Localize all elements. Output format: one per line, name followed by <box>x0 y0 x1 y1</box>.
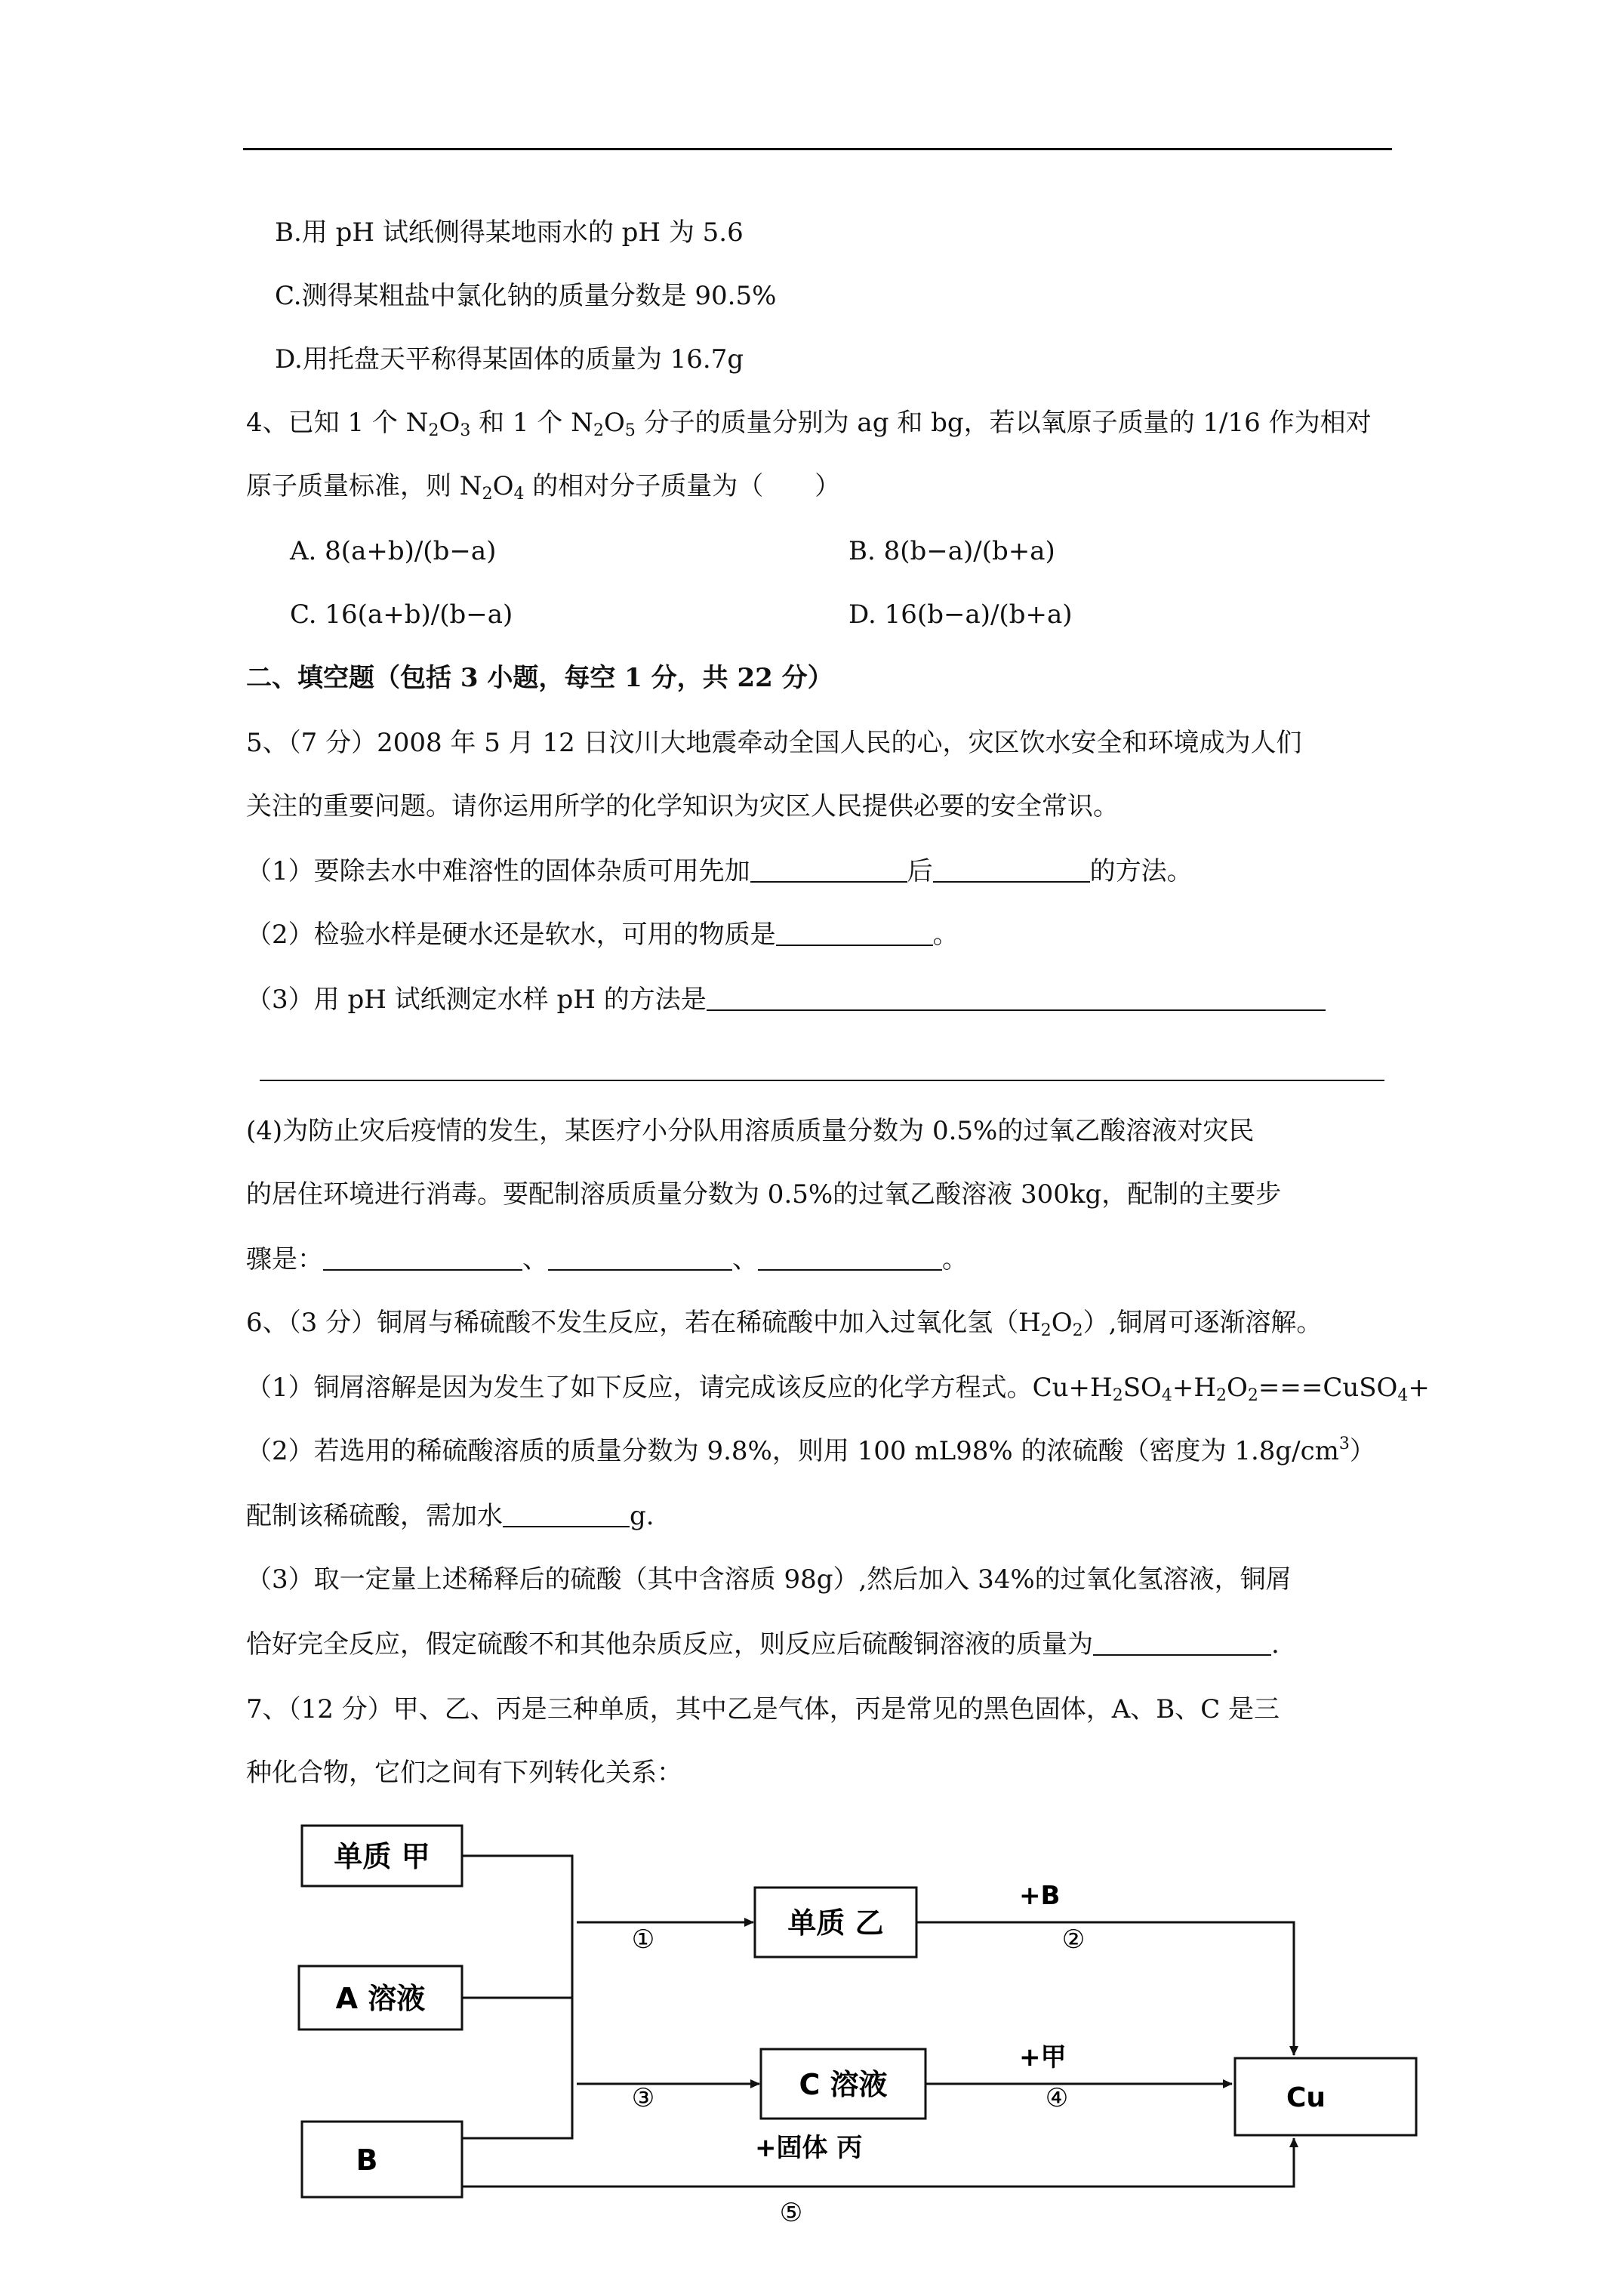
q3-option-d: D.用托盘天平称得某固体的质量为 16.7g <box>275 344 744 374</box>
header-rule <box>243 148 1392 150</box>
q6-part1: （1）铜屑溶解是因为发生了如下反应，请完成该反应的化学方程式。$Cu+H_2SO_4+H_2O_2===CuSO_4+$ <box>246 1373 1430 1405</box>
svg-text:单质 乙: 单质 乙 <box>787 1906 884 1940</box>
svg-text:单质 甲: 单质 甲 <box>334 1840 430 1873</box>
q6-stem: 6、（3 分）铜屑与稀硫酸不发生反应，若在稀硫酸中加入过氧化氢$(H_2O_2)$,铜屑可逐渐溶解。 <box>246 1308 1323 1340</box>
q3-option-c: C.测得某粗盐中氯化钠的质量分数是 90.5% <box>275 281 777 311</box>
svg-text:Cu: Cu <box>1286 2082 1326 2113</box>
q4-option-d: D. 16(b−a)/(b+a) <box>848 599 1073 630</box>
step-3-marker: ③ <box>631 2083 655 2113</box>
q3-option-b: B.用 pH 试纸侧得某地雨水的 pH 为 5.6 <box>275 217 744 248</box>
answer-blank[interactable] <box>707 984 1326 1011</box>
step-4-marker: ④ <box>1045 2083 1069 2113</box>
box-element-jia <box>302 1826 462 1886</box>
q4-option-a: A. 8(a+b)/(b−a) <box>290 536 497 566</box>
svg-text:C 溶液: C 溶液 <box>799 2068 888 2101</box>
q4-option-c: C. 16(a+b)/(b−a) <box>290 599 513 630</box>
label-plus-jia: +甲 <box>1019 2042 1067 2073</box>
step-1-marker: ① <box>631 1925 655 1955</box>
box-solution-a <box>299 1966 462 2029</box>
q4-stem-line2: 原子质量标准，则 $N_2O_4$ 的相对分子质量为（ ） <box>246 471 841 504</box>
q4-stem-line1: 4、已知 1 个 $N_2O_3$ 和 1 个 $N_2O_5$ 分子的质量分别为 ag 和 bg，若以氧原子质量的 1/16 作为相对 <box>246 408 1372 440</box>
q5-part4-line2: 的居住环境进行消毒。要配制溶质质量分数为 0.5%的过氧乙酸溶液 300kg，配制的主要步 <box>246 1179 1282 1210</box>
answer-blank[interactable] <box>503 1500 630 1527</box>
box-element-yi <box>755 1888 916 1957</box>
q7-stem-line1: 7、（12 分）甲、乙、丙是三种单质，其中乙是气体，丙是常见的黑色固体，A、B、C 是三 <box>246 1694 1280 1724</box>
answer-blank[interactable] <box>933 855 1090 883</box>
q5-part4-line3: 骤是： 、 、 。 <box>246 1244 968 1274</box>
label-plus-b: +B <box>1019 1881 1061 1911</box>
q6-part3-line1: （3）取一定量上述稀释后的硫酸（其中含溶质 98g）,然后加入 34%的过氧化氢溶液，铜屑 <box>246 1564 1292 1595</box>
svg-text:A 溶液: A 溶液 <box>335 1982 426 2015</box>
step-2-marker: ② <box>1061 1925 1086 1955</box>
q7-stem-line2: 种化合物，它们之间有下列转化关系： <box>246 1758 682 1788</box>
section-heading: 二、填空题（包括 3 小题，每空 1 分，共 22 分） <box>246 663 833 693</box>
answer-blank[interactable] <box>776 919 933 946</box>
box-solution-c <box>761 2049 925 2119</box>
q5-part3: （3）用 pH 试纸测定水样 pH 的方法是 <box>246 982 1326 1018</box>
svg-text:B: B <box>356 2143 378 2177</box>
conversion-diagram <box>287 1804 1434 2235</box>
box-compound-b <box>302 2122 462 2197</box>
answer-blank[interactable] <box>750 855 907 883</box>
q6-part3-line2: 恰好完全反应，假定硫酸不和其他杂质反应，则反应后硫酸铜溶液的质量为 . <box>246 1629 1280 1660</box>
q5-stem-line1: 5、（7 分）2008 年 5 月 12 日汶川大地震牵动全国人民的心，灾区饮水安全和环境成为人们 <box>246 728 1302 758</box>
answer-blank[interactable] <box>323 1244 522 1271</box>
q5-part4-line1: (4)为防止灾后疫情的发生，某医疗小分队用溶质质量分数为 0.5%的过氧乙酸溶液对灾民 <box>246 1116 1255 1146</box>
q6-part2-line2: 配制该稀硫酸，需加水 g. <box>246 1501 654 1531</box>
answer-blank[interactable] <box>1093 1629 1271 1656</box>
answer-blank-line[interactable] <box>260 1080 1384 1081</box>
q5-stem-line2: 关注的重要问题。请你运用所学的化学知识为灾区人民提供必要的安全常识。 <box>246 791 1119 821</box>
box-copper <box>1235 2058 1416 2135</box>
q6-part2-line1: （2）若选用的稀硫酸溶质的质量分数为 9.8%，则用 100 mL98% 的浓硫酸（密度为 $1.8g/cm^3$） <box>246 1435 1375 1466</box>
q5-part2: （2）检验水样是硬水还是软水，可用的物质是 。 <box>246 920 959 950</box>
answer-blank[interactable] <box>548 1244 732 1271</box>
q5-part1: （1）要除去水中难溶性的固体杂质可用先加 后 的方法。 <box>246 856 1193 886</box>
label-plus-bing: +固体 丙 <box>755 2133 863 2163</box>
q4-option-b: B. 8(b−a)/(b+a) <box>848 536 1055 566</box>
answer-blank[interactable] <box>758 1244 942 1271</box>
step-5-marker: ⑤ <box>779 2198 803 2228</box>
